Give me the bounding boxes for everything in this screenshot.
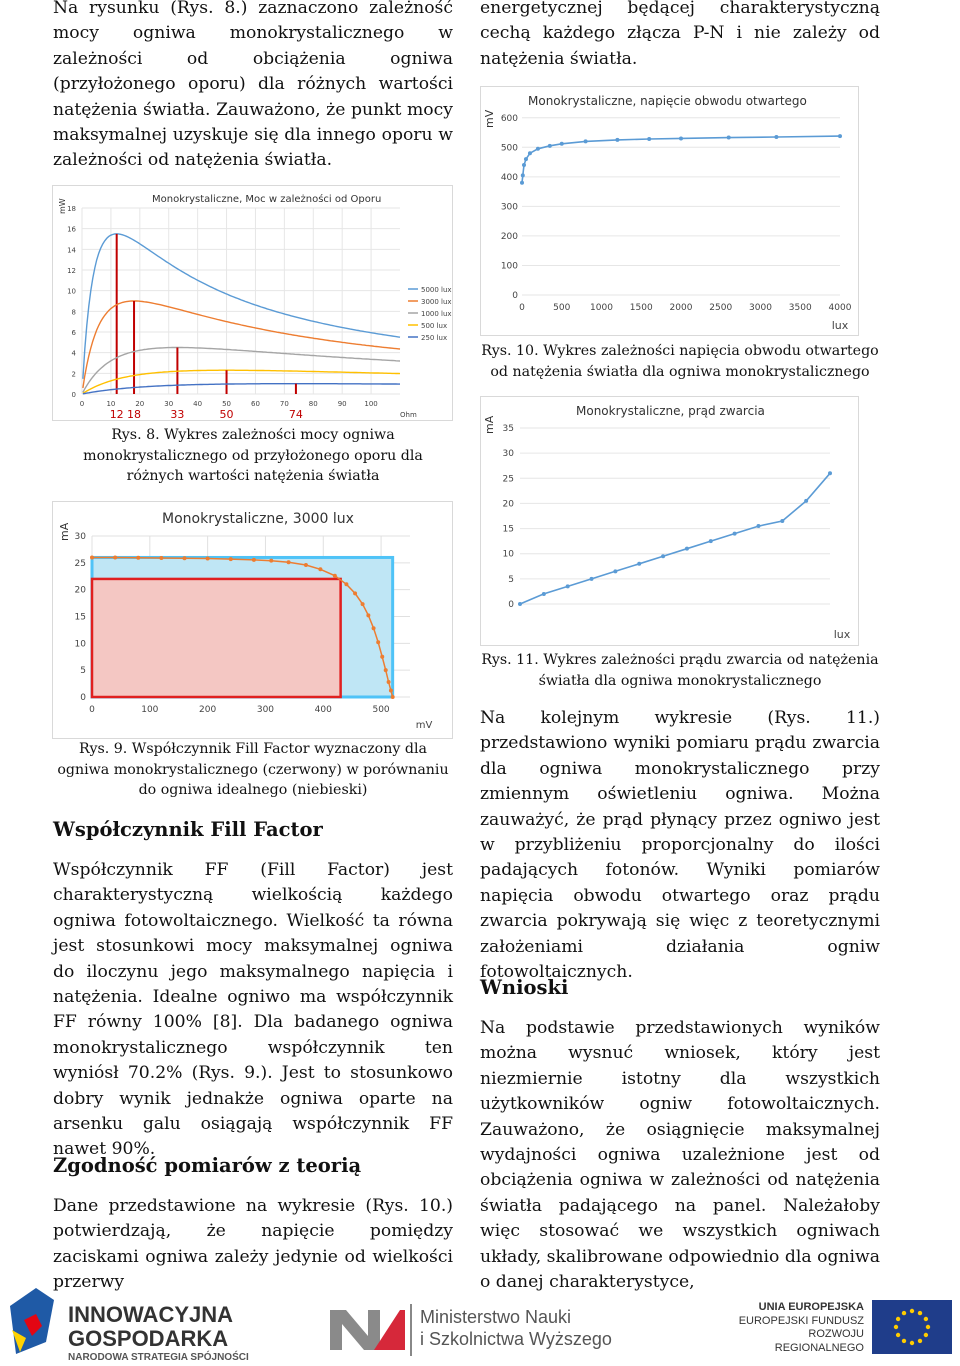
x-tick-label: 90 [337, 400, 347, 408]
y-axis-label: mA [58, 522, 71, 541]
data-point [548, 144, 552, 148]
x-tick-label: 40 [193, 400, 203, 408]
eu-star-icon [924, 1333, 928, 1337]
iv-point [287, 560, 291, 564]
x-tick-label: 0 [89, 705, 95, 715]
eu-star-icon [894, 1325, 898, 1329]
y-tick-label: 0 [80, 693, 86, 703]
chart-rys8 [52, 185, 453, 421]
logo-ministerstwo [420, 1306, 612, 1350]
data-point [518, 602, 522, 606]
data-point [566, 584, 570, 588]
y-tick-label: 6 [71, 329, 76, 337]
heading-zgodnosc: Zgodność pomiarów z teorią [53, 1154, 362, 1177]
chart-rys11 [480, 396, 859, 646]
y-axis-label: mW [58, 198, 67, 214]
data-point [615, 138, 619, 142]
y-tick-label: 30 [74, 532, 86, 542]
iv-point [304, 563, 308, 567]
y-tick-label: 25 [74, 558, 86, 569]
legend-label: 3000 lux [421, 298, 452, 306]
iv-point [387, 680, 391, 684]
iv-point [380, 655, 384, 659]
data-point [522, 163, 526, 167]
chart-title: Monokrystaliczne, napięcie obwodu otwartego [528, 94, 807, 108]
x-tick-label: 60 [250, 400, 260, 408]
x-axis-label: mV [415, 720, 433, 731]
eu-star-icon [902, 1339, 906, 1343]
iv-point [376, 640, 380, 644]
y-tick-label: 300 [500, 202, 518, 213]
x-tick-label: 80 [308, 400, 318, 408]
y-tick-label: 16 [67, 225, 76, 234]
data-point [613, 569, 617, 573]
data-point [542, 592, 546, 596]
legend-label: 5000 lux [421, 286, 452, 294]
chart-title: Monokrystaliczne, Moc w zależności od Oporu [152, 194, 382, 205]
x-tick-label: 2000 [669, 303, 693, 313]
logo-text: ROZWOJU REGIONALNEGO [774, 1328, 864, 1354]
x-tick-label: 1000 [590, 303, 613, 313]
peak-resistance-label: 18 [127, 408, 142, 421]
iv-point [372, 626, 376, 630]
continued-paragraph: energetycznej będącej charakterystyczną cechą każdego złącza P-N i nie zależy od natężenia światła. [480, 0, 880, 69]
x-tick-label: 30 [164, 400, 174, 408]
iv-point [229, 557, 233, 561]
data-point [590, 577, 594, 581]
data-point [521, 173, 525, 177]
innowacyjna-gospodarka-logo-mark [6, 1286, 58, 1358]
eu-star-icon [918, 1339, 922, 1343]
chart-rys10 [480, 86, 859, 336]
peak-resistance-label: 50 [219, 408, 234, 421]
legend-label: 250 lux [421, 334, 448, 342]
x-tick-label: 3500 [788, 303, 812, 313]
y-tick-label: 30 [502, 449, 514, 460]
y-tick-label: 8 [71, 308, 76, 317]
x-tick-label: 100 [364, 400, 378, 408]
y-tick-label: 0 [71, 391, 76, 399]
x-tick-label: 300 [256, 705, 275, 715]
data-point [524, 157, 528, 161]
x-tick-label: 0 [79, 400, 85, 408]
data-point [709, 539, 713, 543]
x-tick-label: 200 [199, 705, 217, 715]
data-point [838, 134, 842, 138]
data-point [733, 532, 737, 536]
legend-label: 500 lux [421, 322, 448, 330]
heading-wnioski: Wnioski [480, 976, 569, 999]
y-tick-label: 0 [512, 291, 518, 301]
x-axis-label: Ohm [400, 411, 417, 419]
data-point [584, 139, 588, 143]
intro-paragraph: Na rysunku (Rys. 8.) zaznaczono zależność mocy ogniwa monokrystalicznego w zależności od obciążenia ogniwa (przyłożonego oporu) dla różnych wartości natężenia światła. Zauważono, że punkt mocy maksymalnej uzyskuje się dla innego oporu w zależności od natężenia światła. [53, 0, 453, 171]
y-tick-label: 20 [502, 499, 514, 510]
caption-rys10: Rys. 10. Wykres zależności napięcia obwodu otwartego od natężenia światła dla ogniwa monokrystalicznego [481, 343, 879, 380]
data-point [685, 547, 689, 551]
y-axis-label: mV [483, 109, 496, 128]
x-tick-label: 100 [141, 705, 159, 715]
logo-text: UNIA EUROPEJSKA [758, 1301, 864, 1313]
logo-text: GOSPODARKA [68, 1326, 229, 1351]
x-tick-label: 1500 [629, 303, 653, 313]
eu-star-icon [910, 1309, 914, 1313]
logo-divider [410, 1304, 412, 1356]
data-point [774, 135, 778, 139]
data-point [756, 524, 760, 528]
x-tick-label: 500 [372, 705, 390, 715]
x-axis-label: lux [833, 628, 851, 641]
iv-point [318, 567, 322, 571]
iv-point [206, 557, 210, 561]
iv-point [333, 574, 337, 578]
eu-flag-icon [872, 1300, 952, 1354]
data-point [536, 147, 540, 151]
x-tick-label: 3000 [749, 303, 772, 313]
y-tick-label: 5 [508, 574, 514, 585]
caption-rys11: Rys. 11. Wykres zależności prądu zwarcia od natężenia światła dla ogniwa monokrystalicznego [481, 652, 879, 689]
logo-text: NARODOWA STRATEGIA SPÓJNOŚCI [68, 1352, 249, 1363]
iv-point [159, 556, 163, 560]
logo-ue [728, 1301, 864, 1355]
iv-point [344, 582, 348, 586]
data-point [727, 136, 731, 140]
real-cell-mpp-rectangle [92, 579, 341, 697]
x-tick-label: 400 [314, 705, 332, 715]
caption-rys8: Rys. 8. Wykres zależności mocy ogniwa monokrystalicznego od przyłożonego oporu dla różnych wartości natężenia światła [83, 427, 423, 484]
logo-innowacyjna [68, 1303, 249, 1365]
y-tick-label: 5 [80, 666, 86, 677]
y-tick-label: 2 [71, 370, 76, 379]
wnioski-paragraph: Na podstawie przedstawionych wyników można wysnuć wniosek, który jest niezmiernie istotny dla wszystkich użytkowników ogniw fotowoltaicznych. Zauważono, że osiągnięcie maksymalnej wydajności ogniwa uzależnione jest od obciążenia ogniwa w zależności od natężenia światła padającego na panel. Należałoby więc stosować we wszystkich ogniwach układy, skalibrowane odpowiednio dla ogniwa o danej charakterystyce, [480, 1018, 880, 1293]
chart-rys9 [52, 501, 453, 739]
iv-point [252, 558, 256, 562]
ministerstwo-logo-mark [330, 1306, 405, 1350]
chart-title: Monokrystaliczne, 3000 lux [162, 511, 354, 527]
y-tick-label: 18 [67, 205, 76, 213]
zg-paragraph: Dane przedstawione na wykresie (Rys. 10.) potwierdzają, że napięcie pomiędzy zaciskami ogniwa zależy jedynie od wielkości przerwy [53, 1196, 453, 1293]
x-tick-label: 2500 [709, 303, 733, 313]
iv-point [384, 668, 388, 672]
x-tick-label: 0 [519, 303, 525, 313]
ff-paragraph: Współczynnik FF (Fill Factor) jest charakterystyczną wielkością każdego ogniwa fotowoltaicznego. Wielkość ta równa jest stosunkowi mocy maksymalnej ogniwa do iloczynu jego maksymalnego napięcia i natężenia. Idealne ogniwo ma współczynnik FF równy 100% [8]. Dla badanego ogniwa monokrystalicznego współczynnik ten wyniósł 70.2% (Rys. 9.). Jest to stosunkowo dobry wynik jednakże ogniwa oparte na arsenku galu osiągają współczynnik FF nawet 90%. [53, 860, 453, 1160]
x-tick-label: 50 [222, 400, 232, 408]
iv-point [183, 556, 187, 560]
data-point [661, 554, 665, 558]
iv-point [389, 689, 393, 693]
x-tick-label: 10 [106, 400, 116, 408]
y-tick-label: 14 [67, 246, 76, 255]
isc-paragraph: Na kolejnym wykresie (Rys. 11.) przedstawiono wyniki pomiaru prądu zwarcia dla ogniwa monokrystalicznego przy zmiennym oświetleniu ogniwa. Można zauważyć, że prąd płynący przez ogniwo jest w przybliżeniu proporcjonalny do ilości padających fotonów. Wyniki pomiarów napięcia obwodu otwartego oraz prądu zwarcia pokrywają się więc z teoretycznymi założeniami działania ogniw fotowoltaicznych. [480, 708, 880, 983]
x-axis-label: lux [831, 319, 849, 332]
data-point [647, 137, 651, 141]
iv-point [353, 591, 357, 595]
peak-resistance-label: 12 [109, 408, 124, 421]
y-tick-label: 15 [74, 612, 86, 623]
data-point [780, 519, 784, 523]
iv-point [136, 556, 140, 560]
logo-text: i Szkolnictwa Wyższego [420, 1329, 612, 1349]
y-tick-label: 100 [500, 261, 518, 272]
legend-label: 1000 lux [421, 310, 452, 318]
y-tick-label: 10 [67, 287, 76, 296]
eu-star-icon [918, 1311, 922, 1315]
y-tick-label: 4 [71, 349, 76, 358]
eu-star-icon [902, 1311, 906, 1315]
logo-text: INNOWACYJNA [68, 1302, 234, 1327]
iv-point [361, 602, 365, 606]
eu-star-icon [910, 1341, 914, 1345]
chart-title: Monokrystaliczne, prąd zwarcia [576, 404, 765, 418]
iv-point [366, 613, 370, 617]
peak-resistance-label: 33 [170, 408, 185, 421]
x-tick-label: 500 [553, 303, 571, 313]
eu-star-icon [896, 1317, 900, 1321]
y-tick-label: 0 [508, 600, 514, 610]
y-axis-label: mA [483, 415, 496, 434]
eu-star-icon [924, 1317, 928, 1321]
heading-fill-factor: Współczynnik Fill Factor [53, 818, 323, 841]
iv-point [391, 695, 395, 699]
logo-text: EUROPEJSKI FUNDUSZ [738, 1314, 864, 1327]
y-tick-label: 200 [500, 231, 518, 242]
data-point [804, 499, 808, 503]
y-tick-label: 35 [502, 424, 514, 434]
x-tick-label: 70 [279, 400, 289, 408]
y-tick-label: 10 [502, 549, 514, 560]
data-point [560, 142, 564, 146]
data-point [679, 136, 683, 140]
data-point [520, 181, 524, 185]
eu-star-icon [896, 1333, 900, 1337]
x-tick-label: 20 [135, 400, 145, 408]
iv-point [269, 559, 273, 563]
y-tick-label: 15 [502, 524, 514, 535]
eu-star-icon [926, 1325, 930, 1329]
data-point [637, 562, 641, 566]
y-tick-label: 25 [502, 474, 514, 485]
logo-text: Ministerstwo Nauki [420, 1307, 572, 1327]
iv-point [113, 555, 117, 559]
data-point [528, 151, 532, 155]
iv-point [90, 555, 94, 559]
x-tick-label: 4000 [828, 303, 852, 313]
y-tick-label: 600 [500, 113, 518, 124]
peak-resistance-label: 74 [288, 408, 303, 421]
y-tick-label: 400 [500, 172, 518, 183]
y-tick-label: 10 [74, 639, 86, 650]
y-tick-label: 500 [500, 143, 518, 154]
y-tick-label: 20 [74, 585, 86, 596]
caption-rys9: Rys. 9. Współczynnik Fill Factor wyznaczony dla ogniwa monokrystalicznego (czerwony) w porównaniu do ogniwa idealnego (niebieski) [57, 741, 449, 798]
y-tick-label: 12 [67, 267, 76, 275]
data-point [828, 471, 832, 475]
